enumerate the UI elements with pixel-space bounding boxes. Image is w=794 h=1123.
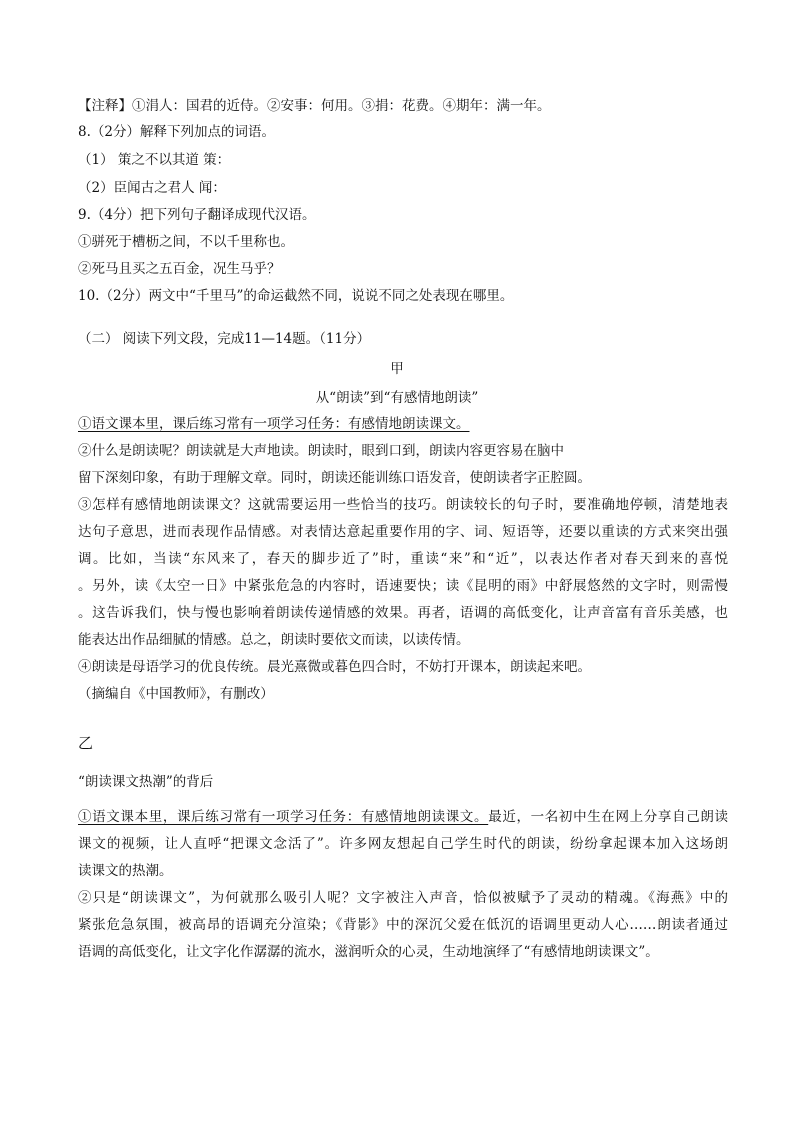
yi-paragraph-line	[78, 807, 728, 827]
jia-paragraph-line: 留下深刻印象，有助于理解文章。同时，朗读还能训练口语发音，使朗读者字正腔圆。	[78, 470, 591, 486]
question-9-item-2: ②死马且买之五百金，况生马乎？	[78, 261, 281, 277]
question-10: 10.（2分）两文中“千里马”的命运截然不同，说说不同之处表现在哪里。	[78, 288, 514, 304]
jia-paragraph-line: 达句子意思，进而表现作品情感。对表情达意起重要作用的字、词、短语等，还要以重读的方式来突出强	[78, 524, 728, 540]
passage-jia-label: 甲	[390, 361, 404, 377]
jia-paragraph-line: ④朗读是母语学习的优良传统。晨光熹微或暮色四合时，不妨打开课本，朗读起来吧。	[78, 659, 591, 675]
question-8-item-1: （1） 策之不以其道 策：	[78, 152, 231, 168]
yi-paragraph-line: 读课文的热潮。	[78, 863, 173, 879]
notes-line: 【注释】①涓人：国君的近侍。②安事：何用。③捐：花费。④期年：满一年。	[78, 98, 551, 114]
jia-paragraph-line: ③怎样有感情地朗读课文？这就需要运用一些恰当的技巧。朗读较长的句子时，要准确地停顿，清楚地表	[78, 497, 728, 513]
question-8-item-2: （2）臣闻古之君人 闻：	[78, 180, 226, 196]
yi-paragraph-line: ②只是“朗读课文”，为何就那么吸引人呢？文字被注入声音，恰似被赋予了灵动的精魂。《海燕》中的	[78, 890, 728, 906]
passage-jia-title: 从“朗读”到“有感情地朗读”	[315, 390, 479, 406]
question-8-title: 8.（2分）解释下列加点的词语。	[78, 124, 275, 140]
jia-paragraph-line: 。另外，读《太空一日》中紧张危急的内容时，语速要快；读《昆明的雨》中舒展悠然的文字时，则需慢	[78, 578, 728, 594]
jia-paragraph-line: ①语文课本里，课后练习常有一项学习任务：有感情地朗读课文。	[78, 416, 470, 432]
jia-source-note: （摘编自《中国教师》，有删改）	[78, 686, 274, 702]
passage-yi-title: “朗读课文热潮”的背后	[78, 774, 214, 790]
yi-paragraph-line: 紧张危急氛围，被高昂的语调充分渲染；《背影》中的深沉父爱在低沉的语调里更动人心……朗读者通过	[78, 917, 728, 933]
jia-paragraph-line: ②什么是朗读呢？朗读就是大声地读。朗读时，眼到口到，朗读内容更容易在脑中	[78, 443, 564, 459]
passage-yi-label: 乙	[78, 734, 94, 752]
question-9-title: 9.（4分）把下列句子翻译成现代汉语。	[78, 207, 316, 223]
jia-paragraph-line: 调。比如，当读“东风来了，春天的脚步近了”时，重读“来”和“近”，以表达作者对春天到来的喜悦	[78, 551, 728, 567]
yi-line-rest: 最近，一名初中生在网上分享自己朗读	[488, 809, 729, 825]
section-2-heading: （二） 阅读下列文段，完成11—14题。（11分）	[78, 331, 371, 347]
yi-underlined-sentence: ①语文课本里，课后练习常有一项学习任务：有感情地朗读课文。	[78, 809, 489, 825]
jia-paragraph-line: 。这告诉我们，快与慢也影响着朗读传递情感的效果。再者，语调的高低变化，让声音富有音乐美感，也	[78, 605, 728, 621]
yi-paragraph-line: 课文的视频，让人直呼“把课文念活了”。许多网友想起自己学生时代的朗读，纷纷拿起课本加入这场朗	[78, 836, 728, 852]
jia-paragraph-line: 能表达出作品细腻的情感。总之，朗读时要依文而读，以读传情。	[78, 632, 470, 648]
yi-paragraph-line: 语调的高低变化，让文字化作潺潺的流水，滋润听众的心灵，生动地演绎了“有感情地朗读课文”。	[78, 944, 659, 960]
question-9-item-1: ①骈死于槽枥之间，不以千里称也。	[78, 234, 294, 250]
